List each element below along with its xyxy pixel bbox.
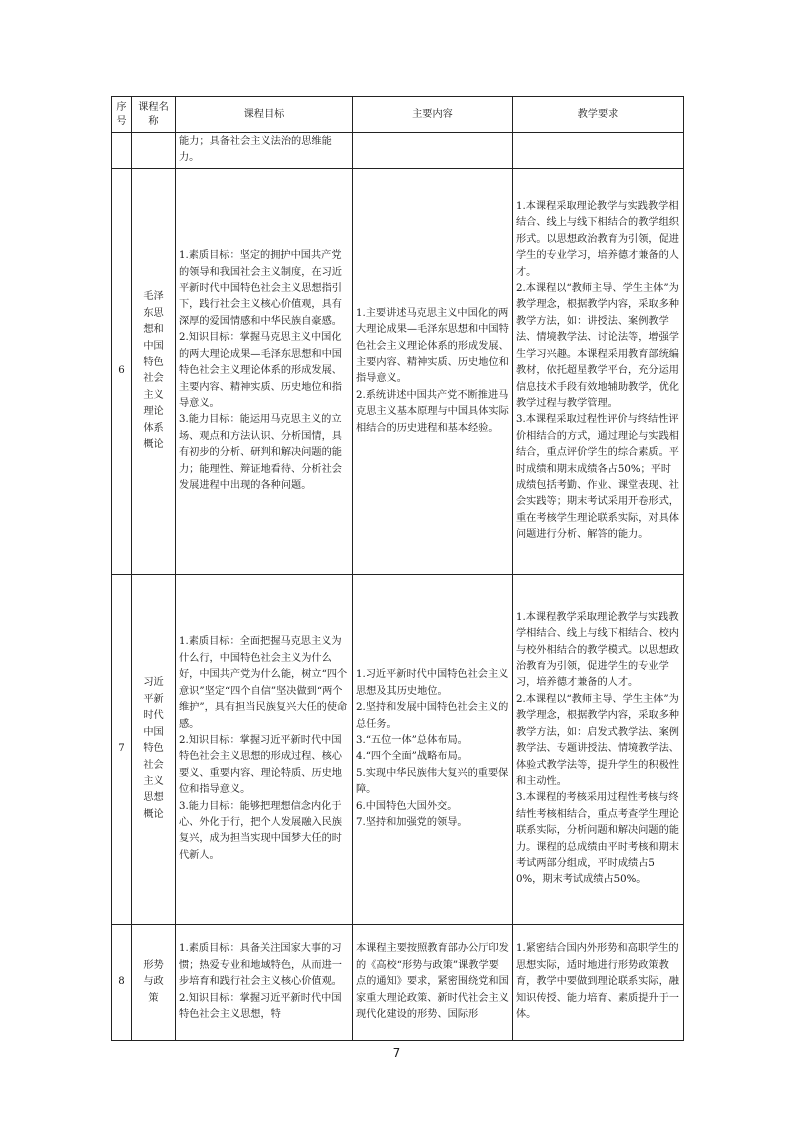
content-item: 3.“五位一体”总体布局。 xyxy=(356,734,468,746)
course-name: 习近平新时代中国特色社会主义思想概论 xyxy=(143,677,164,820)
header-course-goal: 课程目标 xyxy=(176,97,353,133)
course-name: 毛泽东思想和中国特色社会主义理论体系概论 xyxy=(143,291,164,450)
content-item: 1.主要讲述马克思主义中国化的两大理论成果—毛泽东思想和中国特色社会主义理论体系的形成发展、主要内容、精神实质、历史地位和指导意义。 xyxy=(356,307,509,385)
continued-no-cell xyxy=(112,133,132,169)
content-item: 1.习近平新时代中国特色社会主义思想及其历史地位。 xyxy=(356,669,509,697)
teaching-requirement-cell xyxy=(513,574,684,924)
content-item: 2.坚持和发展中国特色社会主义的总任务。 xyxy=(356,702,509,730)
main-content-cell xyxy=(353,924,513,1040)
content-item: 2.系统讲述中国共产党不断推进马克思主义基本原理与中国具体实际相结合的历史进程和基本经验。 xyxy=(356,389,509,434)
content-item: 本课程主要按照教育部办公厅印发的《高校“形势与政策”课教学要点的通知》要求，紧密围绕党和国家重大理论政策、新时代社会主义现代化建设的形势、国际形 xyxy=(356,943,509,1020)
continued-content-cell xyxy=(353,133,513,169)
table-header-row xyxy=(112,97,684,133)
page-number: 7 xyxy=(392,1046,401,1060)
goal-item: 2.知识目标：掌握马克思主义中国化的两大理论成果—毛泽东思想和中国特色社会主义理论体系的形成发展、主要内容、精神实质、历史地位和指导意义。 xyxy=(179,332,342,409)
requirement-item: 1.紧密结合国内外形势和高职学生的思想实际，适时地进行形势政策教育，教学中要做到理论联系实际，融知识传授、能力培育、素质提升于一体。 xyxy=(516,943,679,1020)
goal-item: 2.知识目标：掌握习近平新时代中国特色社会主义思想的形成过程、核心要义、重要内容、理论特质、历史地位和指导意义。 xyxy=(179,734,342,796)
content-item: 5.实现中华民族伟大复兴的重要保障。 xyxy=(356,767,509,796)
requirement-item: 2.本课程以“教师主导、学生主体”为教学理念，根据教学内容，采取多种教学方法，如：讲授法、案例教学法、情境教学法、讨论法等，增强学生学习兴趣。本课程采用教育部统编教材，依托超星教学平台，充分运用信息技术手段有效地辅助教学，优化教学过程与教学管理。 xyxy=(516,283,679,409)
content-item: 6.中国特色大国外交。 xyxy=(356,800,458,812)
document-page xyxy=(111,96,683,1041)
course-name-cell xyxy=(132,168,176,574)
content-item: 7.坚持和加强党的领导。 xyxy=(356,816,468,828)
teaching-requirement-cell xyxy=(513,924,684,1040)
table-row xyxy=(112,168,684,574)
requirement-item: 3.本课程采取过程性评价与终结性评价相结合的方式，通过理论与实践相结合，重点评价学生的综合素质。平时成绩和期末成绩各占50%；平时成绩包括考勤、作业、课堂表现、社会实践等；期末考试采用开卷形式，重在考核学生理论联系实际，对具体问题进行分析、解答的能力。 xyxy=(516,414,679,541)
course-goal-cell xyxy=(176,168,353,574)
continued-requirement-cell xyxy=(513,133,684,169)
goal-item: 1.素质目标：全面把握马克思主义为什么行，中国特色社会主义为什么好，中国共产党为什么能，树立“四个意识”坚定“四个自信”坚决做到“两个维护”，具有担当民族复兴大任的使命感。 xyxy=(179,636,348,730)
course-number: 7 xyxy=(112,574,132,924)
teaching-requirement-cell xyxy=(513,168,684,574)
continued-goal-cell: 能力；具备社会主义法治的思维能力。 xyxy=(176,133,353,169)
course-number: 6 xyxy=(112,168,132,574)
goal-item: 3.能力目标：能运用马克思主义的立场、观点和方法认识、分析国情，具有初步的分析、研判和解决问题的能力；能理性、辩证地看待、分析社会发展进程中出现的各种问题。 xyxy=(179,414,342,491)
continued-row xyxy=(112,133,684,169)
course-goal-cell xyxy=(176,924,353,1040)
course-name-cell xyxy=(132,924,176,1040)
goal-item: 3.能力目标：能够把理想信念内化于心、外化于行，把个人发展融入民族复兴，成为担当实现中国梦大任的时代新人。 xyxy=(179,800,342,861)
table-row xyxy=(112,924,684,1040)
goal-item: 2.知识目标：掌握习近平新时代中国特色社会主义思想，特 xyxy=(179,992,342,1020)
content-item: 4.“四个全面”战略布局。 xyxy=(356,751,468,763)
goal-item: 1.素质目标：坚定的拥护中国共产党的领导和我国社会主义制度，在习近平新时代中国特色社会主义思想指引下，践行社会主义核心价值观，具有深厚的爱国情感和中华民族自豪感。 xyxy=(179,250,342,327)
header-no: 序号 xyxy=(112,97,132,133)
table-row xyxy=(112,574,684,924)
header-main-content: 主要内容 xyxy=(353,97,513,133)
requirement-item: 3.本课程的考核采用过程性考核与终结性考核相结合，重点考查学生理论联系实际，分析问题和解决问题的能力。课程的总成绩由平时考核和期末考试两部分组成，平时成绩占50%，期末考试成绩占50%。 xyxy=(516,792,679,886)
requirement-item: 1.本课程采取理论教学与实践教学相结合、线上与线下相结合的教学组织形式。以思想政治教育为引领，促进学生的专业学习，培养德才兼备的人才。 xyxy=(516,201,679,278)
continued-name-cell xyxy=(132,133,176,169)
header-teaching-requirement: 教学要求 xyxy=(513,97,684,133)
requirement-item: 1.本课程教学采取理论教学与实践教学相结合、线上与线下相结合、校内与校外相结合的教学模式。以思想政治教育为引领，促进学生的专业学习，培养德才兼备的人才。 xyxy=(516,611,679,689)
course-name-cell xyxy=(132,574,176,924)
course-goal-cell xyxy=(176,574,353,924)
curriculum-table xyxy=(111,96,684,1041)
goal-item: 1.素质目标：具备关注国家大事的习惯；热爱专业和地域特色，从而进一步培育和践行社会主义核心价值观。 xyxy=(179,943,342,988)
main-content-cell xyxy=(353,168,513,574)
course-number: 8 xyxy=(112,924,132,1040)
header-course-name: 课程名称 xyxy=(132,97,176,133)
course-name: 形势与政策 xyxy=(143,959,164,1004)
main-content-cell xyxy=(353,574,513,924)
requirement-item: 2.本课程以“教师主导、学生主体”为教学理念，根据教学内容，采取多种教学方法，如：启发式教学法、案例教学法、专题讲授法、情境教学法、体验式教学法等，提升学生的积极性和主动性。 xyxy=(516,693,679,787)
